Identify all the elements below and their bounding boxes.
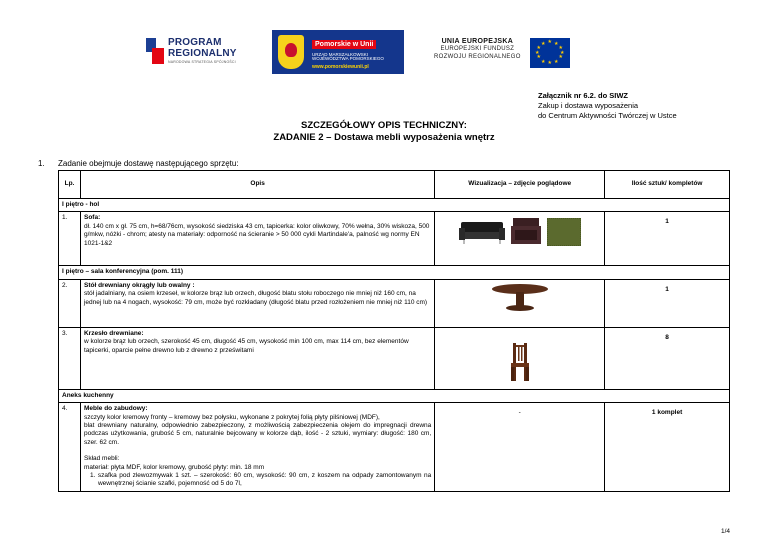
- title-line2: ZADANIE 2 – Dostawa mebli wyposażenia wnętrz: [273, 132, 495, 143]
- eu-logo-text: [434, 38, 521, 61]
- header-lp: Lp.: [59, 171, 81, 199]
- spec-table: [58, 170, 730, 492]
- row-visualization: [435, 212, 605, 266]
- item-desc-material: materiał: płyta MDF, kolor kremowy, grubość płyty: min. 18 mm: [83, 463, 265, 471]
- program-logo-line1: PROGRAM: [168, 37, 222, 48]
- item-desc: dł. 140 cm x gł. 75 cm, h=68/76cm, wysokość siedziska 43 cm, tapicerka: kolor oliwkowy, 70% wełna, 30% wiskoza, 500 g/mkw, nóżki - chrom; atesty na materiały: odporność na ścieranie > 50 000 cykli Martindale'a, palność wg normy EN 1021-1&2: [83, 222, 430, 247]
- header-wizualizacja: Wizualizacja – zdjęcie poglądowe: [435, 171, 605, 199]
- table-row: [59, 212, 730, 266]
- section-row: [59, 389, 730, 402]
- section-row: [59, 266, 730, 279]
- pomorskie-logo: [272, 30, 404, 74]
- header-ilosc: Ilość sztuk/ kompletów: [605, 171, 730, 199]
- table-row: [59, 403, 730, 492]
- pomorskie-crest-icon: [278, 35, 304, 69]
- page-number: 1/4: [720, 528, 730, 535]
- row-description: [80, 279, 434, 327]
- annex-line3: do Centrum Aktywności Twórczej w Ustce: [538, 111, 677, 120]
- row-description: [80, 403, 434, 492]
- document-title: [0, 120, 768, 144]
- item-desc-list-item: 1. szafka pod zlewozmywak 1 szt. – szerokość: 60 cm, wysokość: 90 cm, z koszem na odpady zamontowanym na wewnętrznej ścianie szafki, pojemność od 5 do 7l,: [89, 472, 432, 488]
- row-description: [80, 327, 434, 389]
- pomorskie-logo-line3: WOJEWÓDZTWA POMORSKIEGO: [312, 56, 384, 62]
- row-quantity: 8: [605, 327, 730, 389]
- row-visualization: [435, 327, 605, 389]
- intro-text: Zadanie obejmuje dostawę następującego sprzętu:: [58, 159, 239, 168]
- fabric-sample-icon: [547, 218, 581, 246]
- item-name: Krzesło drewniane:: [83, 329, 144, 337]
- table-row: [59, 327, 730, 389]
- section-title: I piętro - hol: [59, 199, 730, 212]
- section-title: Aneks kuchenny: [59, 389, 730, 402]
- table-header-row: [59, 171, 730, 199]
- annex-line2: Zakup i dostawa wyposażenia: [538, 101, 639, 110]
- row-lp: 1.: [59, 212, 81, 266]
- row-lp: 4.: [59, 403, 81, 492]
- title-line1: SZCZEGÓŁOWY OPIS TECHNICZNY:: [301, 120, 467, 131]
- annex-info: [538, 91, 677, 121]
- sofa-photo-icon: [459, 218, 505, 246]
- row-lp: 3.: [59, 327, 81, 389]
- annex-number: Załącznik nr 6.2. do SIWZ: [538, 91, 629, 100]
- eu-logo-line3: ROZWOJU REGIONALNEGO: [434, 53, 521, 60]
- intro-item: [38, 159, 239, 168]
- row-quantity: 1: [605, 279, 730, 327]
- header-logos: [0, 30, 768, 80]
- pomorskie-logo-line1: Pomorskie w Unii: [312, 40, 376, 49]
- item-name: Meble do zabudowy:: [83, 405, 148, 413]
- round-table-photo-icon: [490, 282, 550, 312]
- wooden-chair-photo-icon: [509, 343, 531, 383]
- row-quantity: 1: [605, 212, 730, 266]
- program-mark-icon: [146, 38, 164, 64]
- program-regionalny-logo: [146, 38, 237, 65]
- eu-logo-line2: EUROPEJSKI FUNDUSZ: [440, 46, 515, 53]
- row-quantity: 1 komplet: [605, 403, 730, 492]
- row-visualization: -: [435, 403, 605, 492]
- eu-logo-line1: UNIA EUROPEJSKA: [441, 38, 514, 45]
- pomorskie-logo-url: www.pomorskiewunii.pl: [312, 63, 369, 70]
- section-row: [59, 199, 730, 212]
- item-desc: w kolorze brąz lub orzech, szerokość 45 cm, długość 45 cm, wysokość min 100 cm, max 114 cm, bez elementów tapicerki, oparcie pełne drewno lub z drewno z prześwitami: [83, 338, 409, 354]
- program-logo-line2: REGIONALNY: [168, 47, 237, 59]
- header-opis: Opis: [80, 171, 434, 199]
- program-logo-line3: NARODOWA STRATEGIA SPÓJNOŚCI: [168, 60, 236, 64]
- section-title: I piętro – sala konferencyjna (pom. 111): [59, 266, 730, 279]
- item-name: Stół drewniany okrągły lub owalny :: [83, 281, 195, 289]
- row-description: [80, 212, 434, 266]
- item-desc-composition: Skład mebli:: [83, 455, 120, 463]
- intro-number: 1.: [38, 159, 45, 168]
- row-lp: 2.: [59, 279, 81, 327]
- pomorskie-logo-line2: URZĄD MARSZAŁKOWSKI: [312, 51, 369, 57]
- item-desc-countertop: blat drewniany naturalny, odpowiednio zabezpieczony, z możliwością zabezpieczenia olejem do impregnacji drewna podczas użytkowania, grubość 5 cm, naturalnie bejcowany w kolorze dąb, ilość - 2 sztuki, wymiary: długość: 180 cm, szer. 62 cm.: [83, 422, 432, 446]
- armchair-photo-icon: [509, 216, 543, 248]
- eu-flag-icon: ★ ★ ★ ★ ★ ★ ★ ★ ★ ★ ★ ★: [530, 38, 570, 68]
- item-name: Sofa:: [83, 214, 101, 222]
- table-row: [59, 279, 730, 327]
- item-desc-fronts: szczyty kolor kremowy fronty – kremowy bez połysku, wykonane z pokrytej folią płyty pilśniowej (MDF),: [83, 413, 380, 421]
- row-visualization: [435, 279, 605, 327]
- item-desc: stół jadalniany, na osiem krzeseł, w kolorze brąz lub orzech, długość blatu stołu roboczego nie mniej niż 160 cm, na jednej lub na 4 nogach, wysokość: 79 cm, może być rozkładany (długość blatu przed rozłożeniem nie mniej niż 110 cm): [83, 290, 428, 306]
